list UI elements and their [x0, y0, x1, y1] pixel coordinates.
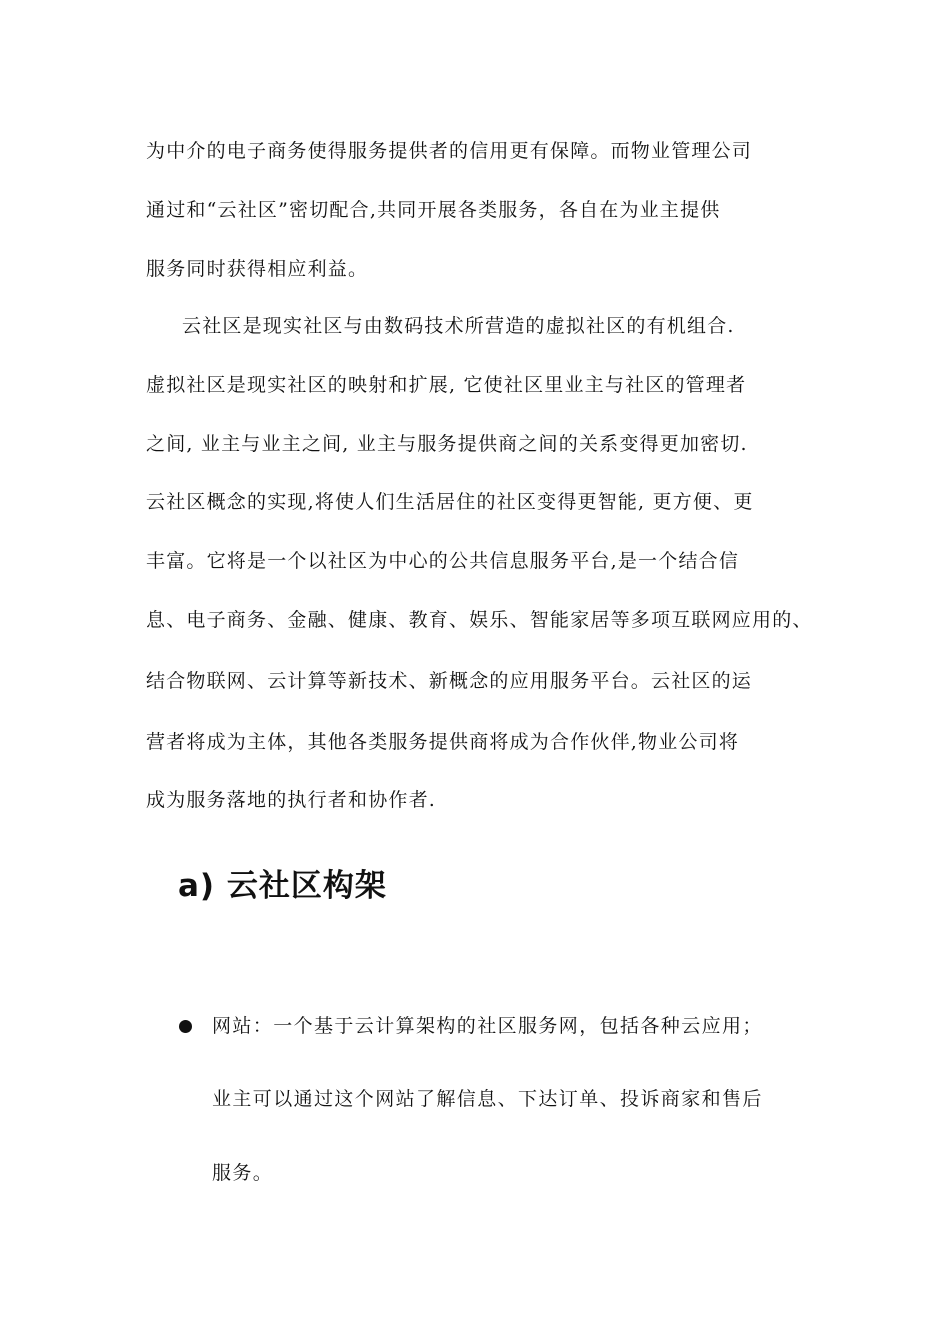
bullet1-line-3: 服务。: [212, 1162, 274, 1184]
paragraph2-line-7: 结合物联网、云计算等新技术、新概念的应用服务平台。云社区的运: [146, 670, 753, 692]
bullet1-line-1: 网站：一个基于云计算架构的社区服务网，包括各种云应用；: [212, 1015, 763, 1037]
paragraph1-line-1: 为中介的电子商务使得服务提供者的信用更有保障。而物业管理公司: [146, 140, 753, 162]
paragraph2-line-4: 云社区概念的实现,将使人们生活居住的社区变得更智能, 更方便、更: [146, 491, 754, 513]
paragraph2-line-8: 营者将成为主体，其他各类服务提供商将成为合作伙伴,物业公司将: [146, 731, 740, 753]
paragraph1-line-2: 通过和“云社区”密切配合,共同开展各类服务，各自在为业主提供: [146, 199, 721, 221]
paragraph2-line-5: 丰富。它将是一个以社区为中心的公共信息服务平台,是一个结合信: [146, 550, 740, 572]
bullet1-line-2: 业主可以通过这个网站了解信息、下达订单、投诉商家和售后: [212, 1088, 763, 1110]
bullet-dot-icon: [179, 1020, 192, 1033]
paragraph1-line-3: 服务同时获得相应利益。: [146, 258, 369, 280]
paragraph2-line-1: 云社区是现实社区与由数码技术所营造的虚拟社区的有机组合.: [182, 315, 735, 337]
paragraph2-line-2: 虚拟社区是现实社区的映射和扩展, 它使社区里业主与社区的管理者: [146, 374, 747, 396]
paragraph2-line-9: 成为服务落地的执行者和协作者.: [146, 789, 437, 811]
paragraph2-line-6: 息、电子商务、金融、健康、教育、娱乐、智能家居等多项互联网应用的、: [146, 609, 813, 631]
section-heading: a) 云社区构架: [178, 868, 387, 904]
paragraph2-line-3: 之间, 业主与业主之间, 业主与服务提供商之间的关系变得更加密切.: [146, 433, 748, 455]
